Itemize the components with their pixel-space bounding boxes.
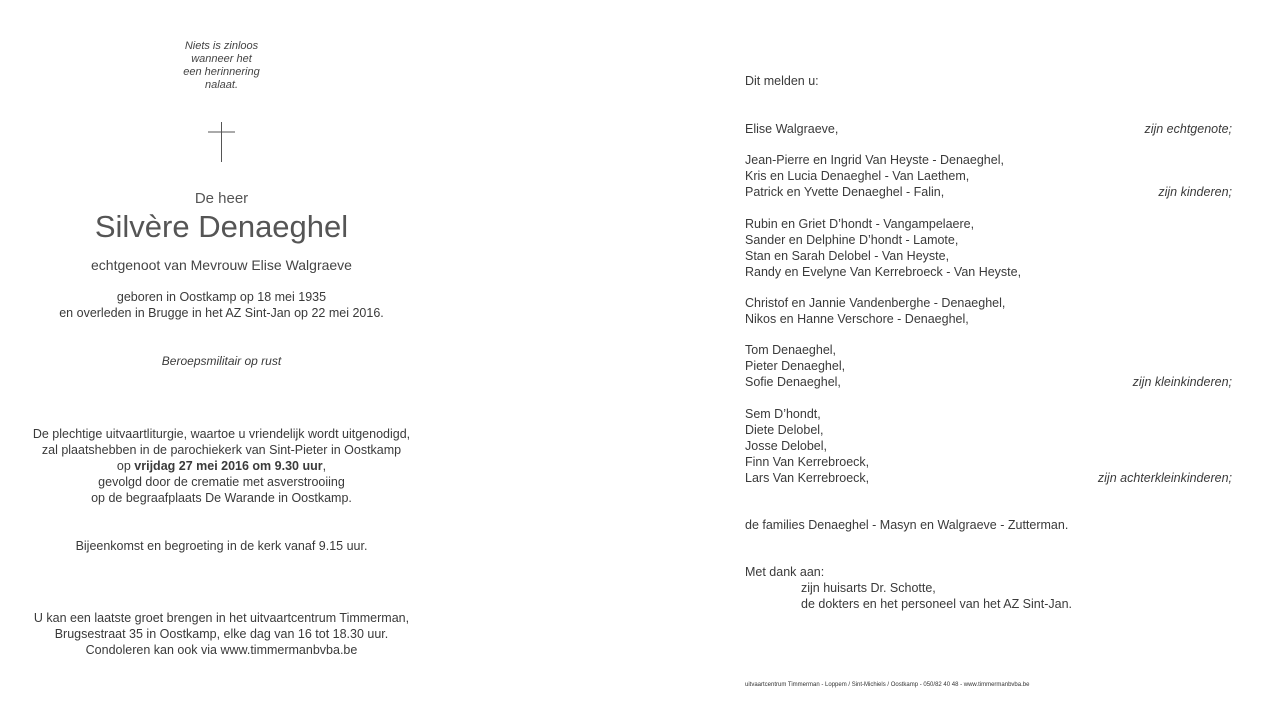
right-page xyxy=(745,0,1235,703)
children-block xyxy=(745,152,1235,200)
thanks-line: de dokters en het personeel van het AZ Sint-Jan. xyxy=(801,597,1073,611)
great-grandchild-name: Lars Van Kerrebroeck, xyxy=(745,471,870,485)
grandchildren-group-3 xyxy=(745,342,1235,390)
grandchild-name: Stan en Sarah Delobel - Van Heyste, xyxy=(745,249,950,263)
wife-role: zijn echtgenote; xyxy=(1144,122,1232,136)
grandchildren-group-1 xyxy=(745,216,1235,280)
liturgy-line: De plechtige uitvaartliturgie, waartoe u vriendelijk wordt uitgenodigd, xyxy=(32,427,411,441)
child-name: Patrick en Yvette Denaeghel - Falin, xyxy=(745,185,945,199)
born-line: geboren in Oostkamp op 18 mei 1935 xyxy=(116,290,327,304)
spouse-line: echtgenoot van Mevrouw Elise Walgraeve xyxy=(91,257,352,273)
great-grandchild-name: Finn Van Kerrebroeck, xyxy=(745,455,870,469)
life-dates xyxy=(0,289,443,321)
visit-info xyxy=(0,610,443,658)
grandchild-name: Sander en Delphine D’hondt - Lamote, xyxy=(745,233,959,247)
visit-line: Brugsestraat 35 in Oostkamp, elke dag van 16 tot 18.30 uur. xyxy=(54,627,389,641)
grandchild-name: Rubin en Griet D’hondt - Vangampelaere, xyxy=(745,217,975,231)
honorific: De heer xyxy=(194,190,249,207)
child-name: Kris en Lucia Denaeghel - Van Laethem, xyxy=(745,169,970,183)
thanks-line: zijn huisarts Dr. Schotte, xyxy=(801,581,936,595)
liturgy-line: gevolgd door de crematie met asverstrooiing xyxy=(98,475,345,489)
thanks-heading: Met dank aan: xyxy=(745,565,825,579)
visit-line: Condoleren kan ook via www.timmermanbvba.be xyxy=(85,643,358,657)
wife-block xyxy=(745,121,1235,137)
grandchild-name: Tom Denaeghel, xyxy=(745,343,837,357)
deceased-name: Silvère Denaeghel xyxy=(94,209,349,244)
grandchild-name: Nikos en Hanne Verschore - Denaeghel, xyxy=(745,312,969,326)
wife-name: Elise Walgraeve, xyxy=(745,122,839,136)
visit-line: U kan een laatste groet brengen in het uitvaartcentrum Timmerman, xyxy=(33,611,410,625)
families-line: de families Denaeghel - Masyn en Walgraeve - Zutterman. xyxy=(745,518,1069,532)
motto-line: Niets is zinloos xyxy=(184,40,259,52)
grandchildren-role: zijn kleinkinderen; xyxy=(1132,375,1232,389)
announce: Dit melden u: xyxy=(745,74,819,88)
child-name: Jean-Pierre en Ingrid Van Heyste - Denaeghel, xyxy=(745,153,1004,167)
motto-line: een herinnering xyxy=(183,66,260,78)
grandchild-name: Sofie Denaeghel, xyxy=(745,375,841,389)
footer: uitvaartcentrum Timmerman - Loppem / Sint-Michiels / Oostkamp - 050/82 40 48 - www.timmermanbvba.be xyxy=(745,682,1030,688)
liturgy-line: op de begraafplaats De Warande in Oostkamp. xyxy=(91,491,352,505)
left-page xyxy=(0,0,443,703)
cross-icon xyxy=(208,122,235,162)
great-grandchild-name: Sem D’hondt, xyxy=(745,407,821,421)
motto-line: nalaat. xyxy=(204,79,239,91)
motto xyxy=(0,40,443,92)
great-grandchild-name: Diete Delobel, xyxy=(745,423,824,437)
grandchild-name: Pieter Denaeghel, xyxy=(745,359,846,373)
grandchildren-group-2 xyxy=(745,295,1235,327)
profession: Beroepsmilitair op rust xyxy=(161,354,282,368)
liturgy-date-line: op vrijdag 27 mei 2016 om 9.30 uur, xyxy=(116,459,327,473)
great-grandchildren-block xyxy=(745,406,1235,486)
grandchild-name: Randy en Evelyne Van Kerrebroeck - Van Heyste, xyxy=(745,265,1022,279)
liturgy-line: zal plaatshebben in de parochiekerk van Sint-Pieter in Oostkamp xyxy=(41,443,402,457)
liturgy-info xyxy=(0,426,443,506)
great-grandchildren-role: zijn achterkleinkinderen; xyxy=(1097,471,1232,485)
liturgy-date: vrijdag 27 mei 2016 om 9.30 uur xyxy=(134,459,323,473)
great-grandchild-name: Josse Delobel, xyxy=(745,439,827,453)
motto-line: wanneer het xyxy=(191,53,252,65)
gathering-info: Bijeenkomst en begroeting in de kerk vanaf 9.15 uur. xyxy=(75,539,368,553)
children-role: zijn kinderen; xyxy=(1158,185,1232,199)
grandchild-name: Christof en Jannie Vandenberghe - Denaeghel, xyxy=(745,296,1006,310)
died-line: en overleden in Brugge in het AZ Sint-Jan op 22 mei 2016. xyxy=(59,306,384,320)
thanks-block xyxy=(745,564,1235,612)
